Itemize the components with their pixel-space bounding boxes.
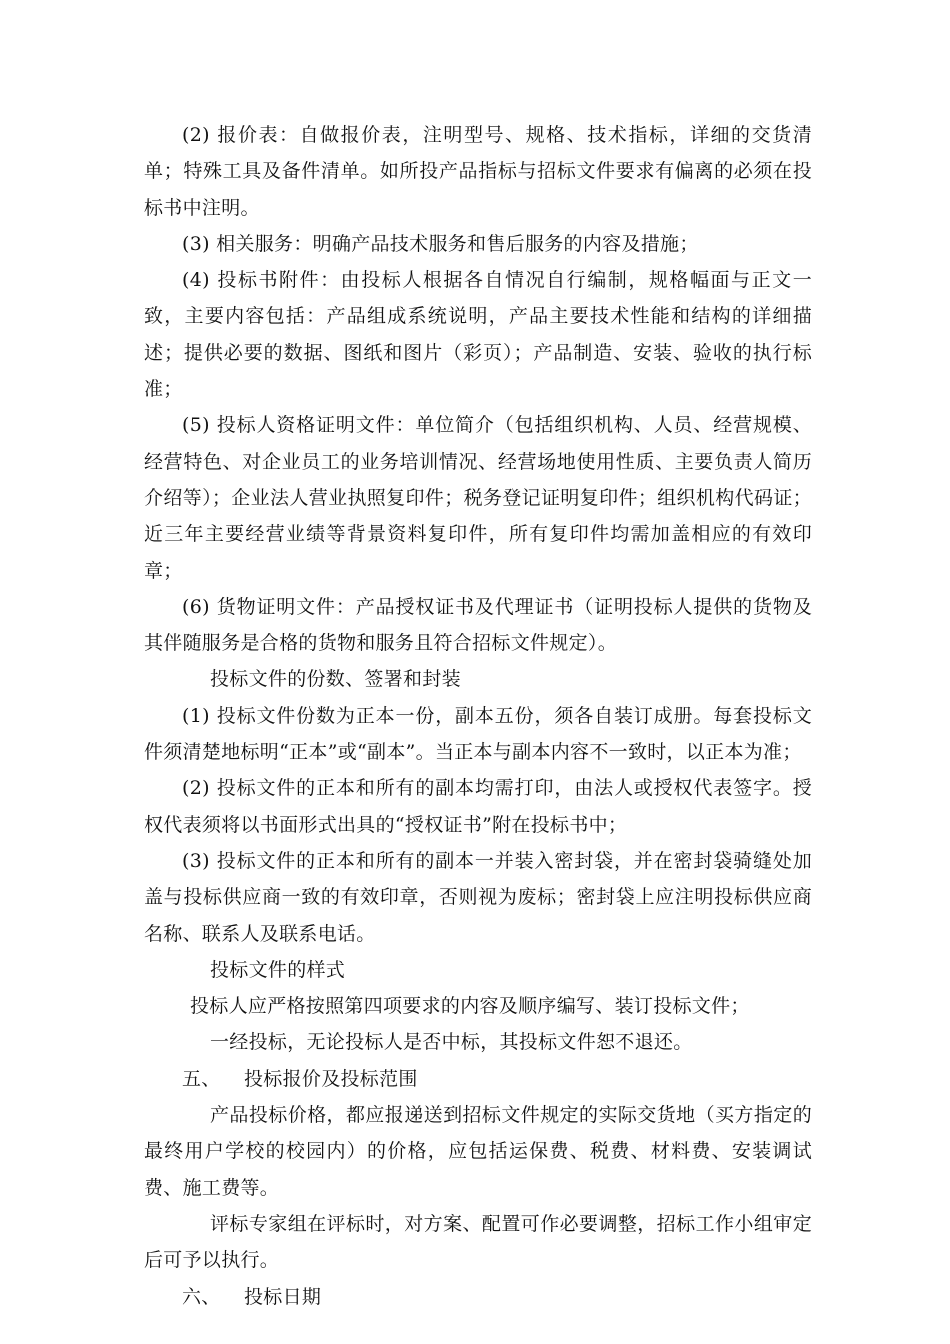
paragraph-goods-certificates: (6) 货物证明文件：产品授权证书及代理证书（证明投标人提供的货物及其伴随服务是合格的货物和服务且符合招标文件规定）。 xyxy=(144,595,812,655)
section-heading-document-format: 投标文件的样式 xyxy=(210,958,346,981)
section-title: 投标日期 xyxy=(244,1285,322,1308)
section-number: 五、 xyxy=(182,1067,221,1090)
paragraph-quotation-table: (2) 报价表：自做报价表，注明型号、规格、技术指标，详细的交货清单；特殊工具及备件清单。如所投产品指标与招标文件要求有偏离的必须在投标书中注明。 xyxy=(144,124,812,219)
section-heading-five xyxy=(144,1061,812,1097)
paragraph-bid-price: 产品投标价格，都应报递送到招标文件规定的实际交货地（买方指定的最终用户学校的校园内）的价格，应包括运保费、税费、材料费、安装调试费、施工费等。 xyxy=(144,1104,812,1199)
section-title: 投标报价及投标范围 xyxy=(244,1067,418,1090)
paragraph-bid-attachments: (4) 投标书附件：由投标人根据各自情况自行编制，规格幅面与正文一致，主要内容包括：产品组成系统说明，产品主要技术性能和结构的详细描述；提供必要的数据、图纸和图片（彩页）；产品制造、安装、验收的执行标准； xyxy=(144,269,812,401)
paragraph-related-services: (3) 相关服务：明确产品技术服务和售后服务的内容及措施； xyxy=(182,232,699,255)
paragraph-evaluation: 评标专家组在评标时，对方案、配置可作必要调整，招标工作小组审定后可予以执行。 xyxy=(144,1212,812,1272)
section-number: 六、 xyxy=(182,1285,221,1308)
paragraph-qualification-documents: (5) 投标人资格证明文件：单位简介（包括组织机构、人员、经营规模、经营特色、对企业员工的业务培训情况、经营场地使用性质、主要负责人简历介绍等）；企业法人营业执照复印件；税务登记证明复印件；组织机构代码证；近三年主要经营业绩等背景资料复印件，所有复印件均需加盖相应的有效印章； xyxy=(144,414,812,582)
paragraph-format-requirement: 投标人应严格按照第四项要求的内容及顺序编写、装订投标文件； xyxy=(190,995,750,1018)
paragraph-printing-signing: (2) 投标文件的正本和所有的副本均需打印，由法人或授权代表签字。授权代表须将以书面形式出具的“授权证书”附在投标书中； xyxy=(144,777,812,836)
paragraph-copies: (1) 投标文件份数为正本一份，副本五份，须各自装订成册。每套投标文件须清楚地标明“正本”或“副本”。当正本与副本内容不一致时，以正本为准； xyxy=(144,704,812,764)
paragraph-sealing: (3) 投标文件的正本和所有的副本一并装入密封袋，并在密封袋骑缝处加盖与投标供应商一致的有效印章，否则视为废标；密封袋上应注明投标供应商名称、联系人及联系电话。 xyxy=(144,849,812,945)
section-heading-copies-signing-sealing: 投标文件的份数、签署和封装 xyxy=(210,668,461,691)
paragraph-no-return: 一经投标，无论投标人是否中标，其投标文件恕不退还。 xyxy=(210,1031,693,1054)
document-body xyxy=(144,117,812,1315)
section-heading-six xyxy=(144,1279,812,1315)
